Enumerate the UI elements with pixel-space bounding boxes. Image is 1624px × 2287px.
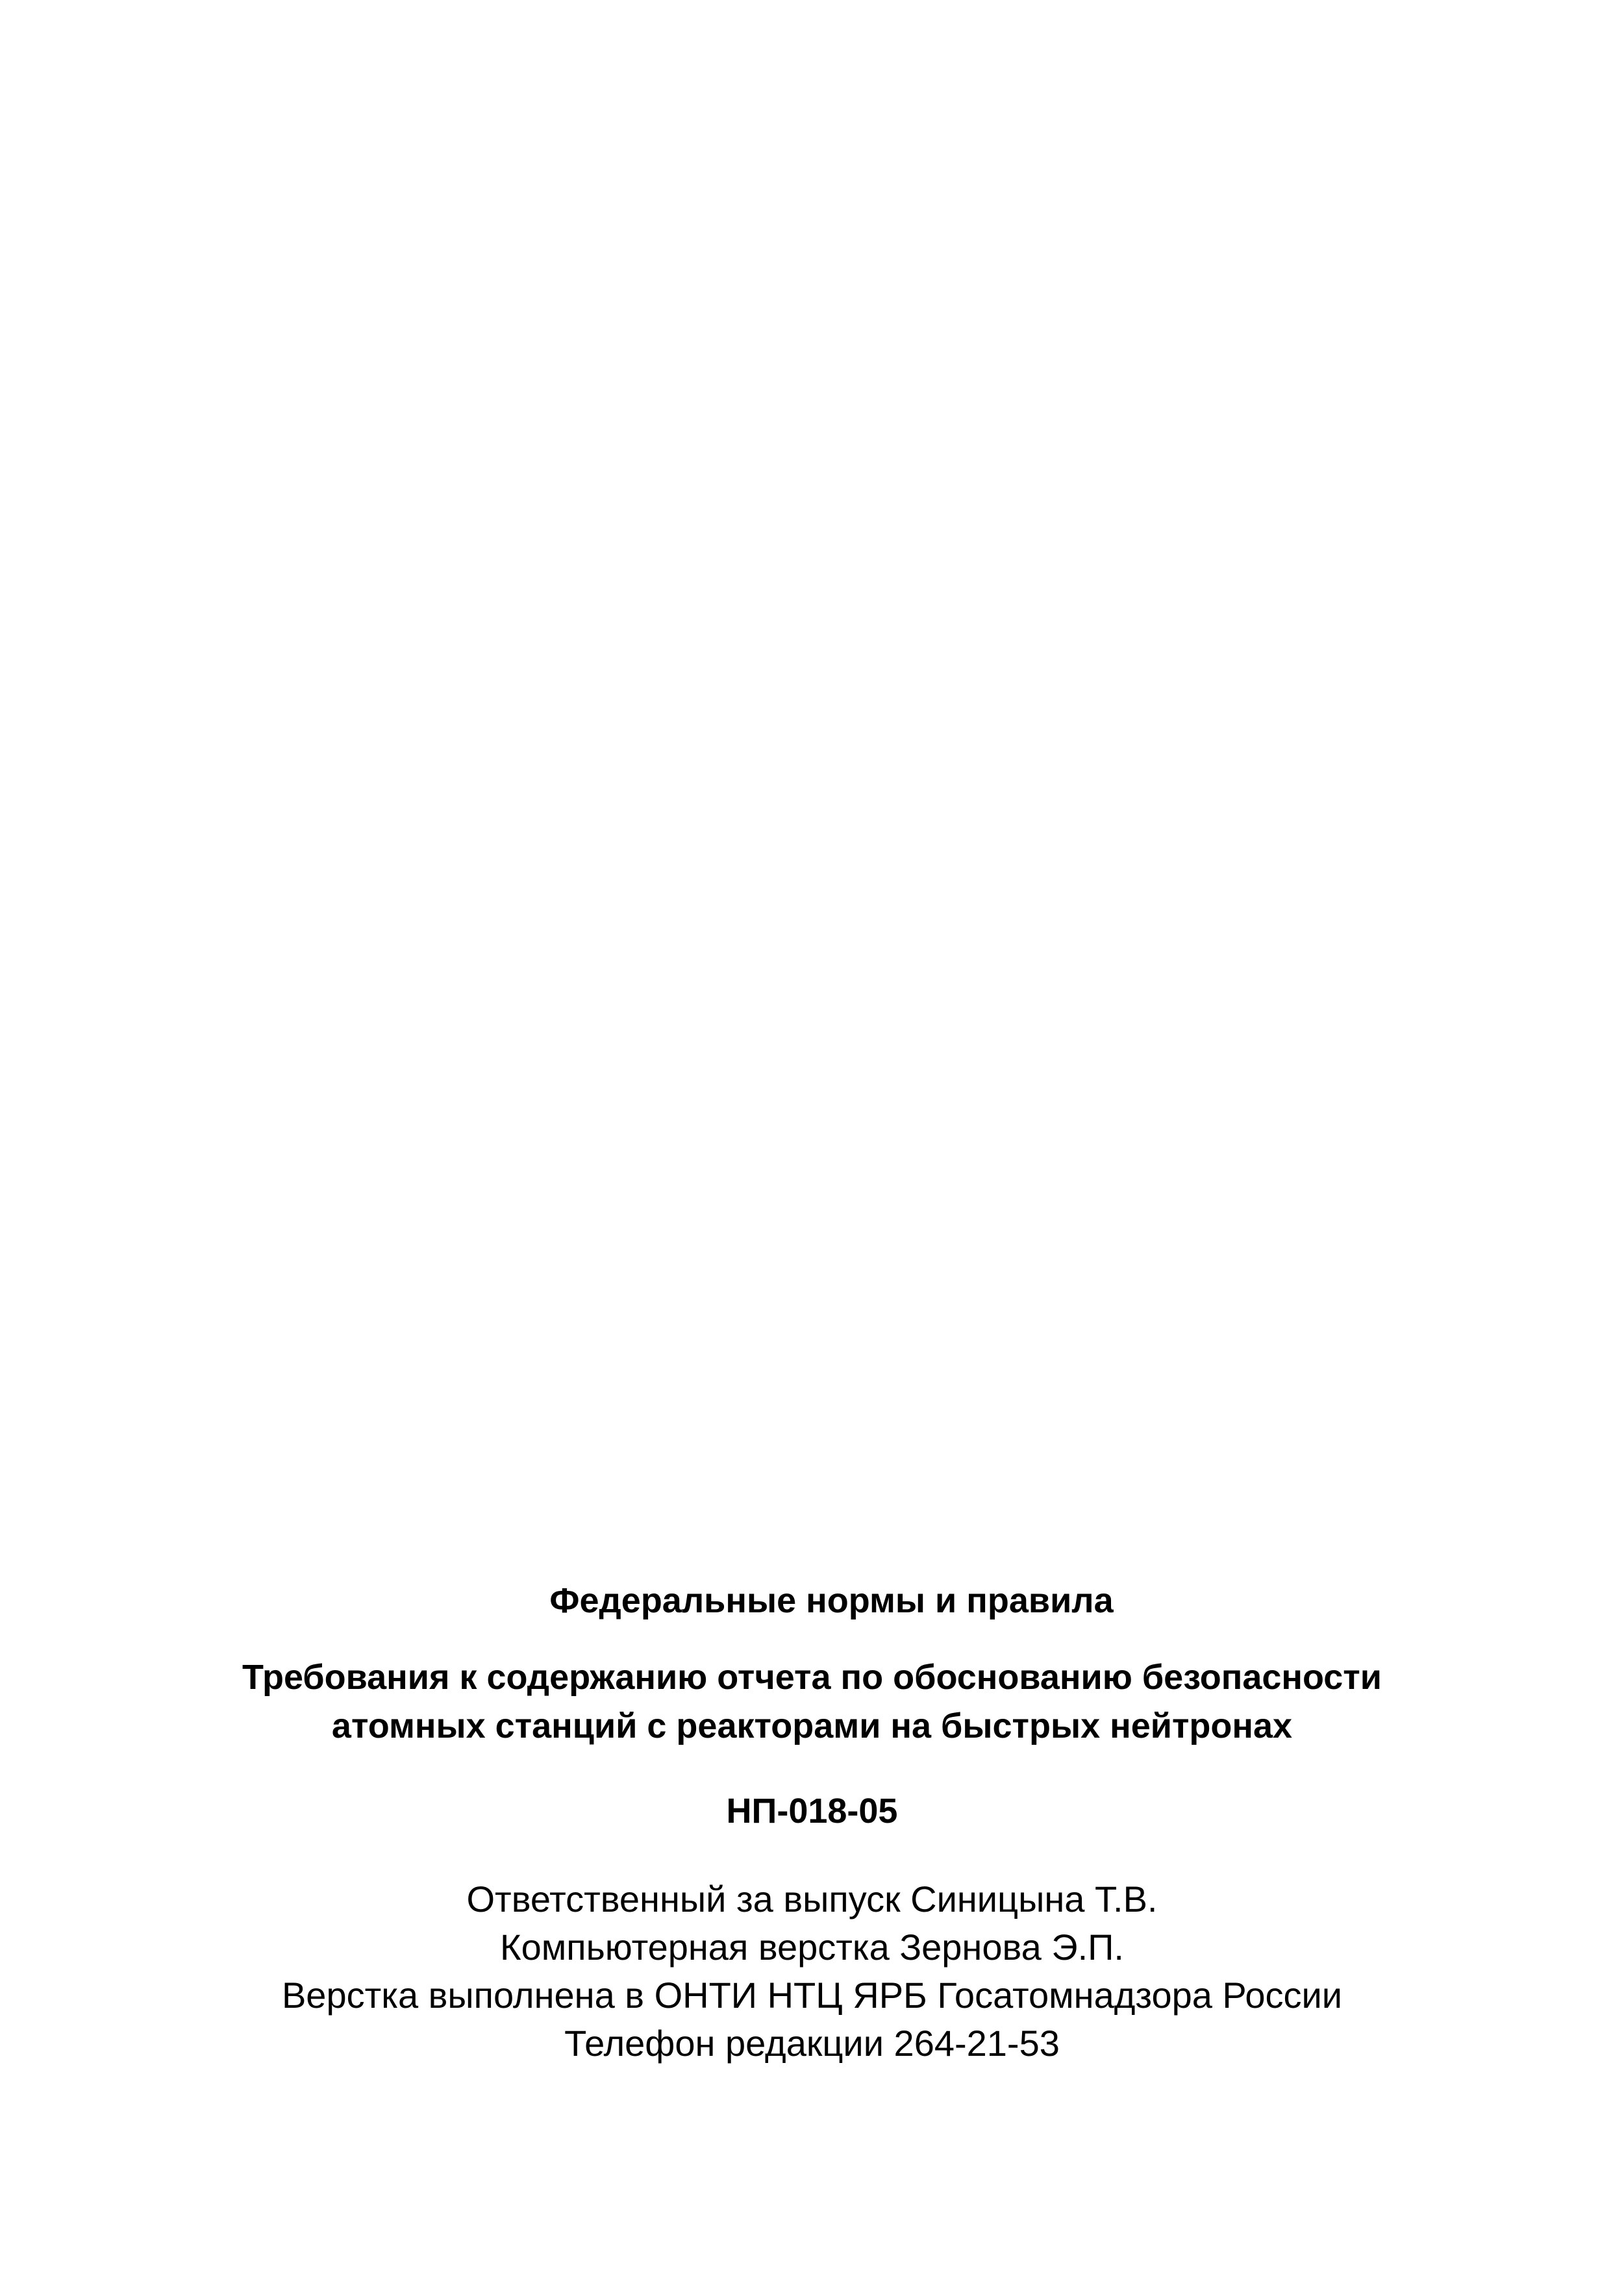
document-title-line-1: Требования к содержанию отчета по обоснованию безопасности [242,1658,1382,1697]
imprint-block [0,1578,1624,2068]
credit-line-responsible: Ответственный за выпуск Синицына Т.В. [466,1879,1158,1919]
series-title: Федеральные нормы и правила [549,1581,1114,1620]
document-code: НП-018-05 [726,1792,898,1831]
credit-line-phone: Телефон редакции 264-21-53 [564,2023,1060,2064]
document-title-line-2: атомных станций с реакторами на быстрых нейтронах [331,1706,1293,1745]
document-title [0,1653,1624,1751]
credit-line-layout: Компьютерная верстка Зернова Э.П. [500,1927,1124,1968]
credit-line-publisher: Верстка выполнена в ОНТИ НТЦ ЯРБ Госатомнадзора России [281,1975,1343,2016]
credits [0,1875,1624,2068]
